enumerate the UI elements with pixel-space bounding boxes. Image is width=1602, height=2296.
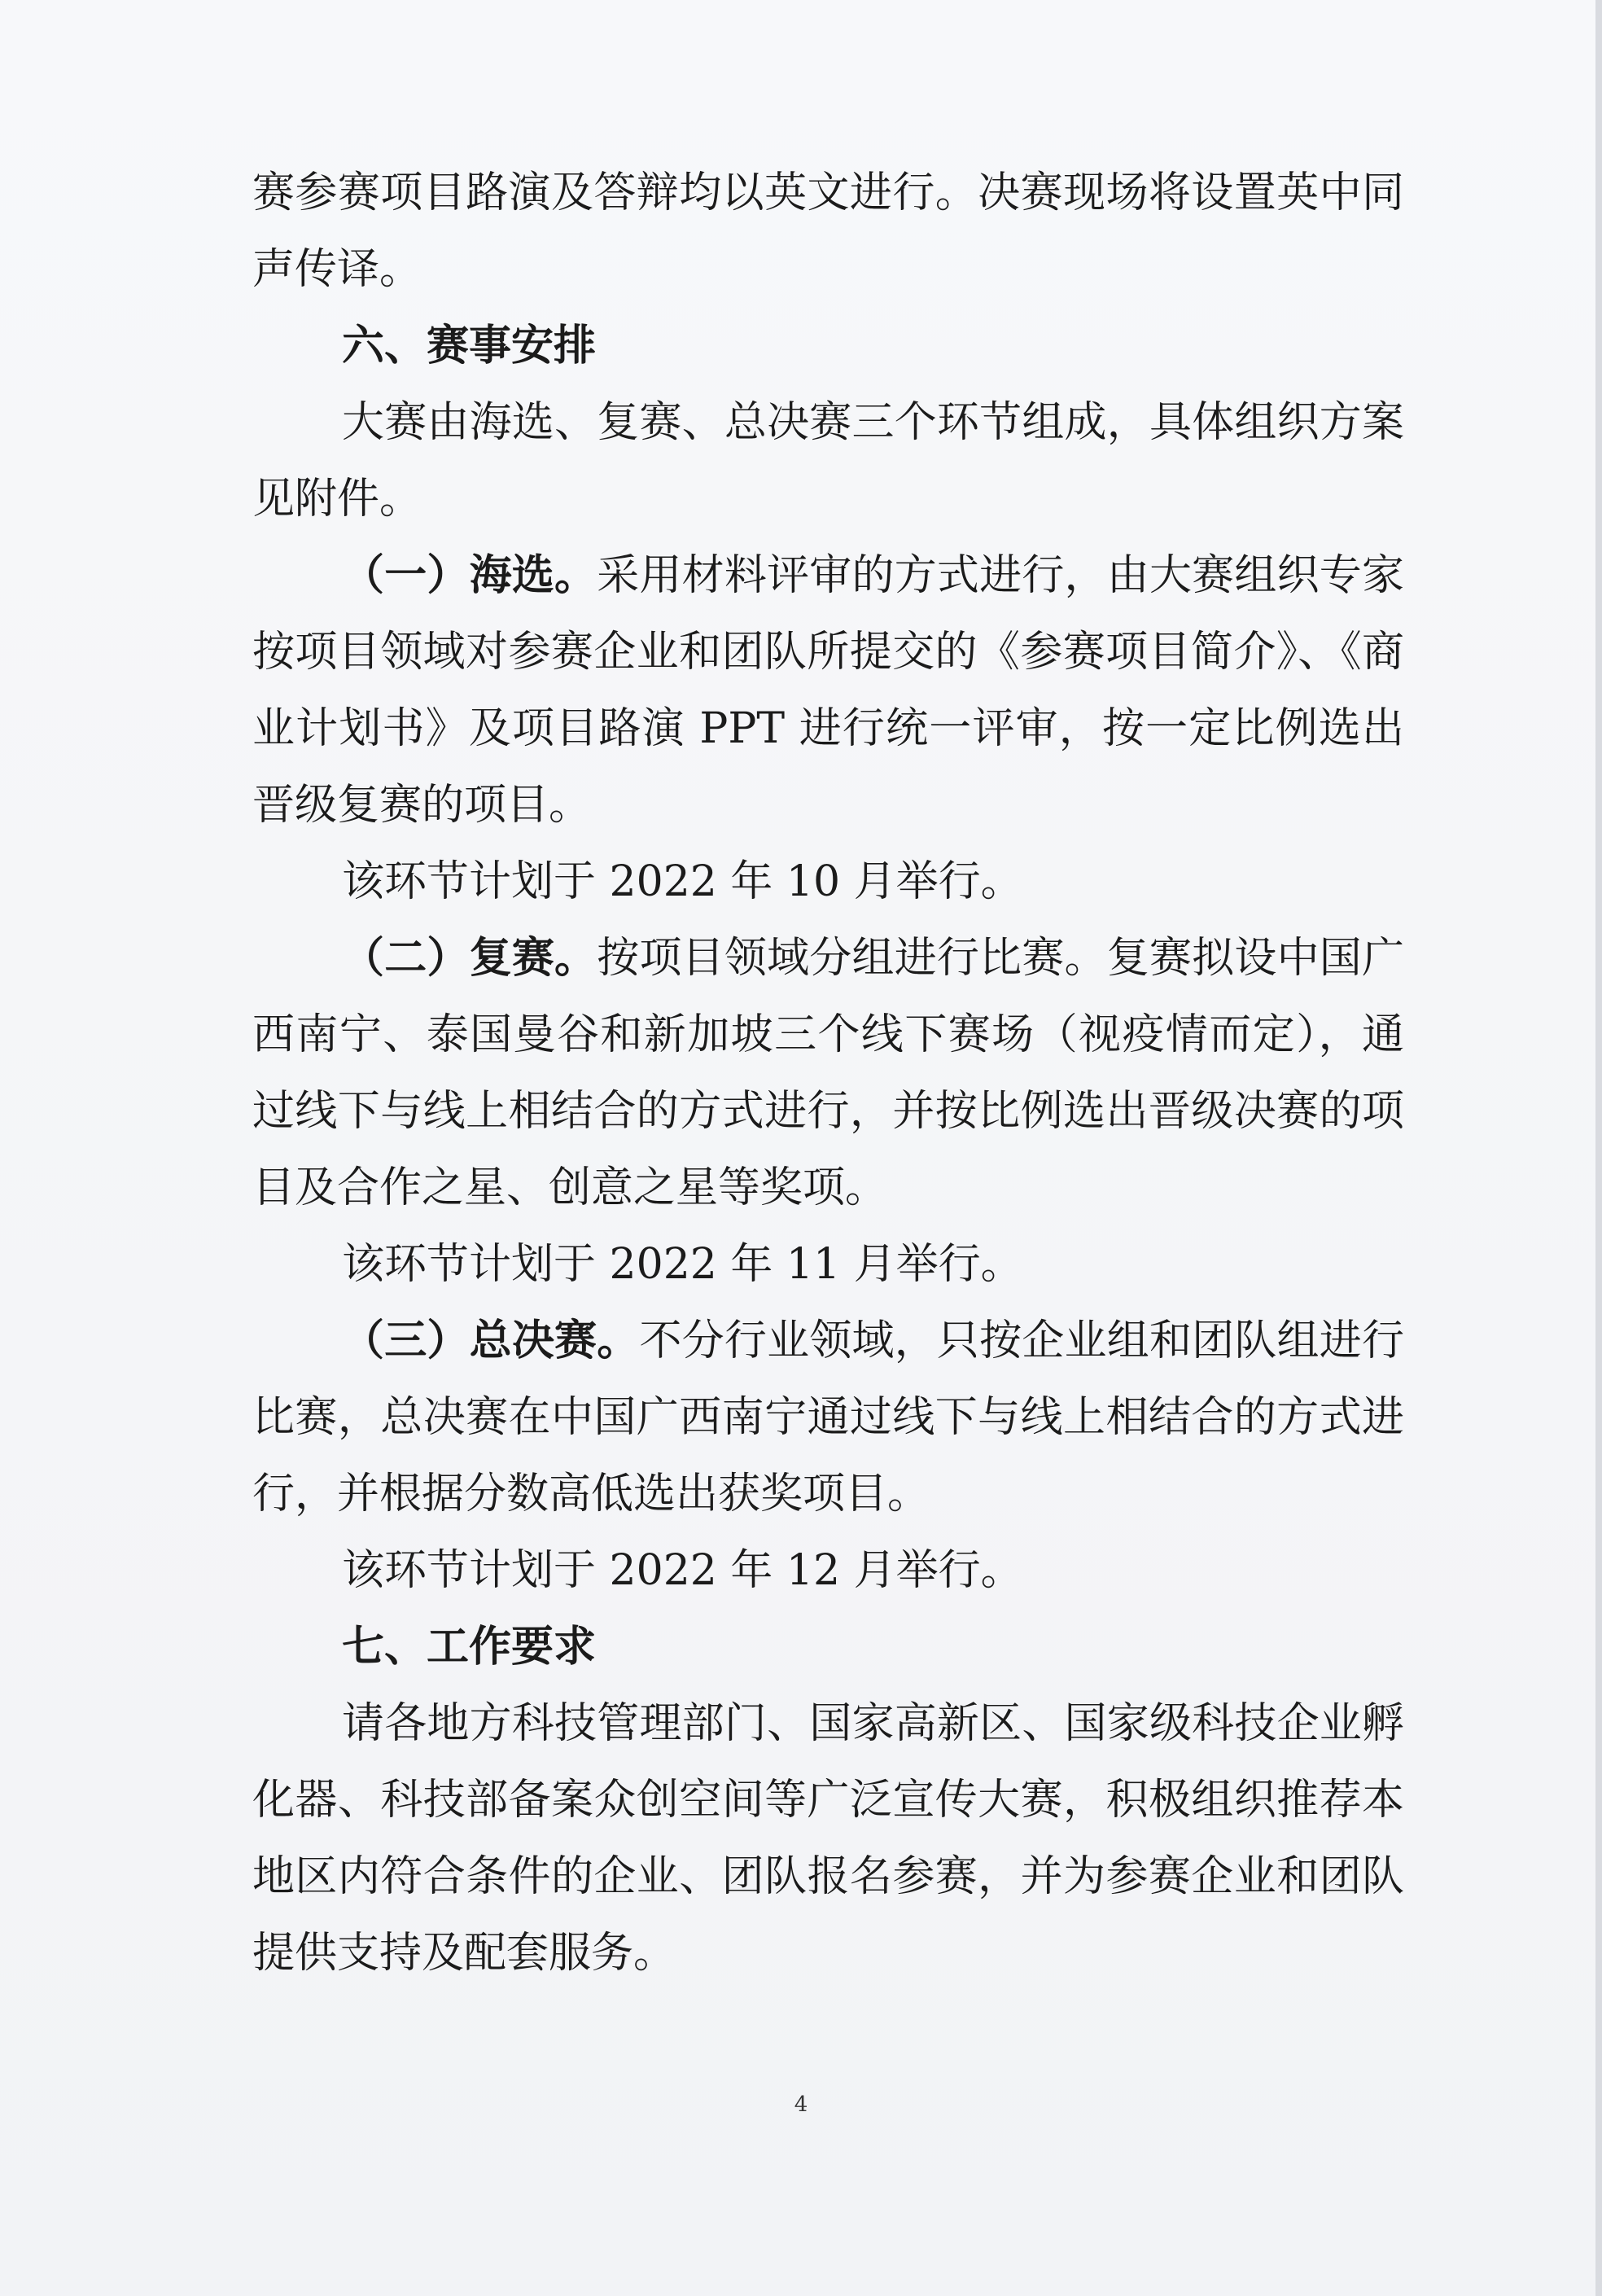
heading-work-requirements: 七、工作要求 — [342, 1622, 597, 1672]
paragraph-work-requirements: 请各地方科技管理部门、国家高新区、国家级科技企业孵化器、科技部备案众创空间等广泛宣传大赛，积极组织推荐本地区内符合条件的企业、团队报名参赛，并为参赛企业和团队提供支持及配套服务。 — [252, 1699, 1404, 1978]
semifinal-round-title: （二）复赛。 — [342, 933, 597, 983]
paragraph-preliminary-round — [252, 537, 1404, 843]
paragraph-final-round — [252, 1303, 1404, 1532]
page-edge-shadow — [1595, 0, 1602, 2296]
paragraph-competition-stages: 大赛由海选、复赛、总决赛三个环节组成，具体组织方案见附件。 — [252, 398, 1404, 524]
paragraph-semifinal-schedule: 该环节计划于 2022 年 11 月举行。 — [342, 1240, 1023, 1289]
final-round-text: 不分行业领域，只按企业组和团队组进行比赛，总决赛在中国广西南宁通过线下与线上相结合的方式进行，并根据分数高低选出获奖项目。 — [252, 1317, 1404, 1518]
paragraph-semifinal-round — [252, 920, 1404, 1226]
paragraph-preliminary-schedule: 该环节计划于 2022 年 10 月举行。 — [342, 857, 1023, 906]
semifinal-round-text: 按项目领域分组进行比赛。复赛拟设中国广西南宁、泰国曼谷和新加坡三个线下赛场（视疫情而定），通过线下与线上相结合的方式进行，并按比例选出晋级决赛的项目及合作之星、创意之星等奖项。 — [252, 934, 1404, 1212]
heading-event-arrangement: 六、赛事安排 — [342, 321, 597, 370]
paragraph-simultaneous-interpretation: 赛参赛项目路演及答辩均以英文进行。决赛现场将设置英中同声传译。 — [252, 169, 1404, 294]
preliminary-round-text: 采用材料评审的方式进行，由大赛组织专家按项目领域对参赛企业和团队所提交的《参赛项目简介》、《商业计划书》及项目路演 PPT 进行统一评审，按一定比例选出晋级复赛的项目。 — [252, 551, 1404, 830]
paragraph-final-schedule: 该环节计划于 2022 年 12 月举行。 — [342, 1546, 1023, 1595]
page-number: 4 — [794, 2092, 808, 2117]
final-round-title: （三）总决赛。 — [342, 1316, 640, 1365]
document-body — [252, 155, 1404, 1991]
preliminary-round-title: （一）海选。 — [342, 550, 597, 600]
